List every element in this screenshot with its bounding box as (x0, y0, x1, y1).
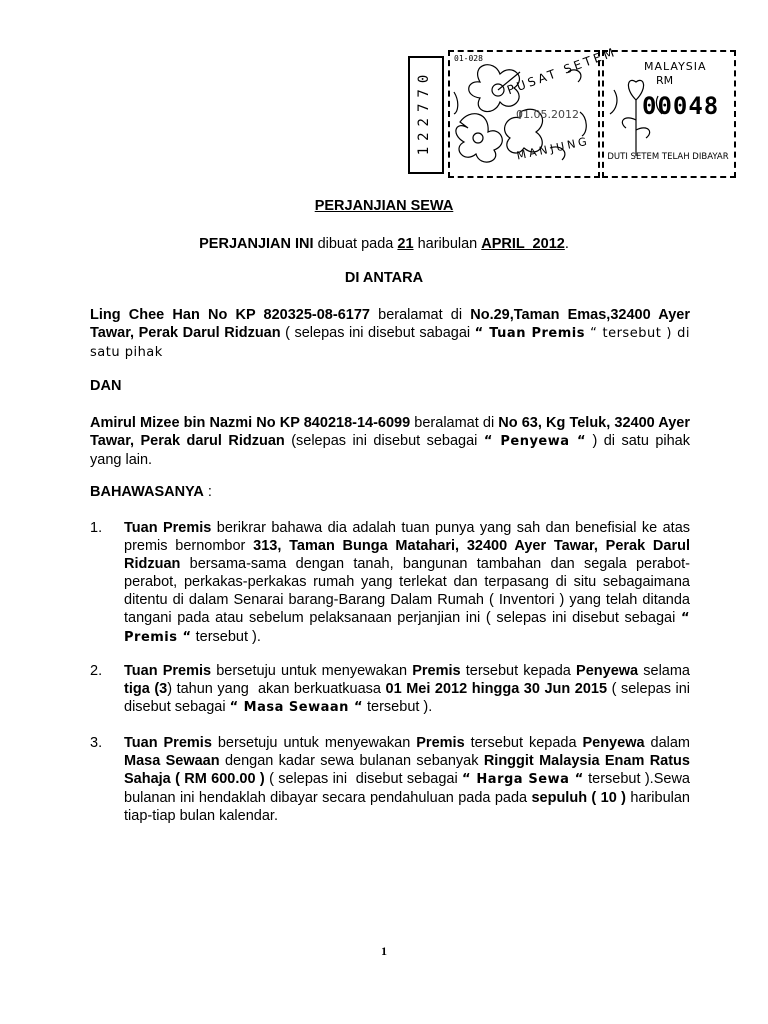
party-two-paragraph (90, 414, 690, 469)
document-title (0, 198, 768, 214)
clause-text: haribulan tiap-tiap bulan kalendar. (124, 790, 690, 824)
clause-term: “ Premis “ (124, 611, 690, 645)
stamp-serial: 122770 (416, 68, 432, 156)
clause-text: ( selepas ini disebut sebagai (264, 771, 463, 787)
clause-text: sepuluh ( 10 ) (531, 790, 626, 806)
whereas-heading (90, 484, 212, 500)
party-one-text-1: beralamat di (369, 307, 471, 323)
clause-text: dalam (644, 735, 690, 751)
stamp-block (408, 44, 734, 182)
page-number: 1 (381, 944, 387, 958)
clause-text: tersebut ). (191, 629, 261, 645)
clause-item (90, 519, 690, 647)
clause-text: bersama-sama dengan tanah, bangunan tambahan dan segala perabot-perabot, perkakas-perkakas rumah yang terlekat dan terpasang di situ sebagaimana ditentu di dalam Senarai barang-Barang Dalam Rumah ( Inventori ) yang telah ditanda tangani pada atau sebelum pelaksanaan perjanjian ini ( selepas ini disebut sebagai (124, 556, 690, 626)
party-two-term: “ Penyewa “ (483, 434, 587, 449)
party-two-name: Amirul Mizee bin Nazmi No KP 840218-14-6099 (90, 415, 411, 431)
clause-text: Premis (412, 663, 461, 679)
stamp-rm: RM (656, 74, 674, 87)
party-two-text-1: beralamat di (410, 415, 499, 431)
stamp-date: 01.05.2012 (516, 108, 579, 121)
clause-text: Tuan Premis (124, 735, 212, 751)
clause-text: bersetuju untuk menyewakan (211, 663, 413, 679)
clause-text: Penyewa (582, 735, 645, 751)
stamp-small-code: 01-028 (454, 54, 483, 63)
party-one-text-2: ( selepas ini disebut sabagai (280, 325, 475, 341)
clause-term: “ Masa Sewaan “ (229, 700, 363, 715)
clause-text: Masa Sewaan (124, 753, 220, 769)
clause-text: berikrar bahawa dia adalah tuan punya yang sah dan benefisial ke atas premis bernombor (124, 520, 691, 554)
clause-text: bersetuju untuk menyewakan (211, 735, 417, 751)
clause-text: tersebut ). (362, 699, 433, 715)
clause-item (90, 662, 690, 717)
clause-text: Tuan Premis (124, 520, 212, 536)
intro-text-2: haribulan (413, 236, 482, 252)
between-heading: DI ANTARA (344, 270, 424, 286)
clause-text: Ringgit Malaysia Enam Ratus Sahaja ( RM 600.00 ) (124, 753, 690, 787)
intro-day: 21 (397, 236, 414, 252)
clause-number: 2. (90, 663, 103, 679)
intro-line (0, 236, 768, 252)
clause-text: ( selepas ini disebut sebagai (124, 681, 691, 715)
clause-text: ) tahun yang akan berkuatkuasa (167, 681, 386, 697)
party-two-text-3: ) di satu pihak yang lain. (90, 433, 690, 468)
party-two-address: No 63, Kg Teluk, 32400 Ayer Tawar, Perak darul Ridzuan (90, 415, 690, 449)
party-one-name: Ling Chee Han No KP 820325-08-6177 (90, 307, 370, 323)
party-two-text-2: (selepas ini disebut sebagai (284, 433, 484, 449)
whereas-colon: : (203, 484, 212, 500)
party-one-address: No.29,Taman Emas,32400 Ayer Tawar, Perak Darul Ridzuan (90, 307, 690, 341)
clause-term: “ Harga Sewa “ (462, 772, 584, 787)
stamp-caption: DUTI SETEM TELAH DIBAYAR (607, 152, 729, 162)
clause-text: Premis (416, 735, 465, 751)
intro-lead: PERJANJIAN INI (199, 236, 314, 252)
stamp-arc-top: PUSAT SETEM (505, 44, 619, 98)
clause-text: Tuan Premis (124, 663, 212, 679)
clause-text: 313, Taman Bunga Matahari, 32400 Ayer Tawar, Perak Darul Ridzuan (124, 538, 690, 572)
clause-text: dengan kadar sewa bulanan sebanyak (219, 753, 484, 769)
clause-number: 3. (90, 735, 103, 751)
clause-item (90, 734, 690, 825)
party-one-paragraph (90, 306, 690, 362)
intro-text-1: dibuat pada (313, 236, 398, 252)
clause-text: Penyewa (576, 663, 639, 679)
stamp-country: MALAYSIA (644, 60, 707, 73)
whereas-label: BAHAWASANYA (90, 484, 204, 500)
intro-month: APRIL 2012 (481, 236, 565, 252)
and-heading: DAN (90, 378, 122, 394)
party-one-term: “ Tuan Premis (474, 326, 585, 341)
party-one-text-3: “ tersebut ) di satu pihak (90, 326, 690, 360)
intro-text-3: . (564, 236, 569, 252)
clause-text: tersebut kepada (460, 663, 577, 679)
title-text: PERJANJIAN SEWA (314, 198, 454, 214)
clause-text: selama (638, 663, 691, 679)
clause-text: 01 Mei 2012 hingga 30 Jun 2015 (385, 681, 608, 697)
stamp-value: 00048 (642, 92, 720, 120)
clause-text: tersebut kepada (464, 735, 583, 751)
stamp-arc-bottom: MANJUNG (515, 134, 591, 163)
clause-text: tiga (3 (124, 681, 168, 697)
clause-text: tersebut ).Sewa bulanan ini hendaklah dibayar secara pendahuluan pada pada (124, 771, 690, 806)
clause-number: 1. (90, 520, 103, 536)
